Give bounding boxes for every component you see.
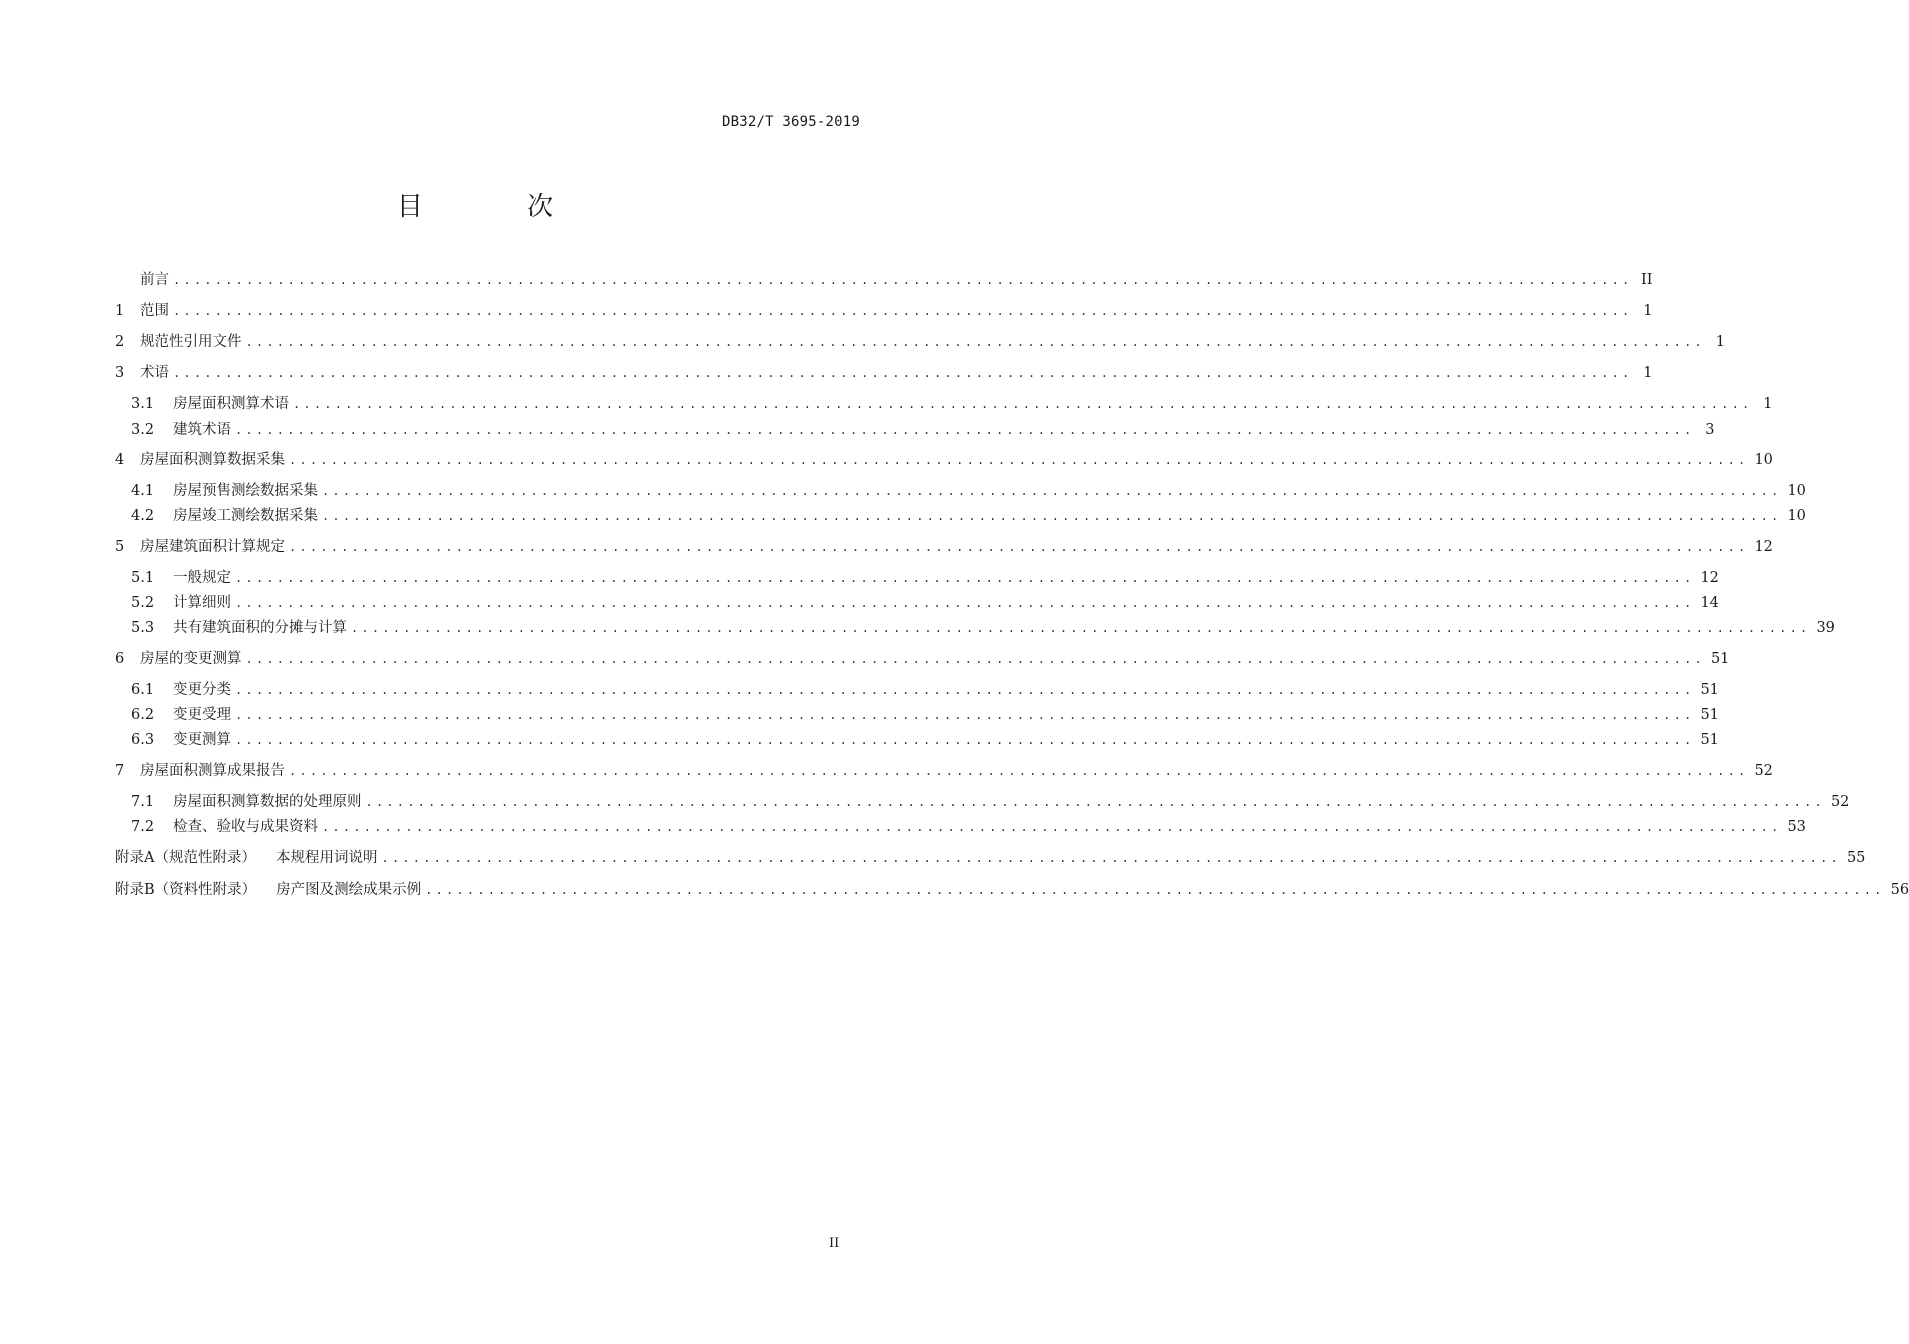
toc-entry-number: 4.1 <box>131 483 155 499</box>
toc-entry-page: 1 <box>1763 396 1773 412</box>
toc-entry-page: 12 <box>1700 570 1719 586</box>
toc-dot-leader: ............................................................................................................................................ <box>245 335 1705 349</box>
toc-dot-leader: ............................................................................................................................................ <box>235 733 1695 747</box>
toc-entry[interactable] <box>115 648 1730 670</box>
toc-entry-number: 附录A（规范性附录） <box>115 850 256 866</box>
toc-dot-leader: ............................................................................................................................................ <box>351 621 1811 635</box>
toc-entry[interactable] <box>115 760 1773 782</box>
toc-entry-page: 56 <box>1890 882 1909 898</box>
toc-entry-label: 规范性引用文件 <box>140 334 242 350</box>
toc-dot-leader: ............................................................................................................................................ <box>173 304 1633 318</box>
toc-entry[interactable] <box>131 393 1773 415</box>
toc-entry-label: 房屋预售测绘数据采集 <box>173 483 318 499</box>
toc-entry-page: 51 <box>1700 707 1719 723</box>
toc-entry[interactable] <box>115 449 1773 471</box>
toc-entry[interactable] <box>115 536 1773 558</box>
toc-entry-number: 5.2 <box>131 595 155 611</box>
toc-entry-page: 51 <box>1700 682 1719 698</box>
toc-entry-label: 变更测算 <box>173 732 231 748</box>
toc-entry-page: 53 <box>1787 819 1806 835</box>
toc-dot-leader: ............................................................................................................................................ <box>293 397 1753 411</box>
toc-dot-leader: ............................................................................................................................................ <box>289 764 1749 778</box>
toc-entry[interactable] <box>131 617 1835 639</box>
toc-dot-leader: ............................................................................................................................................ <box>235 571 1695 585</box>
toc-entry-page: 1 <box>1643 365 1653 381</box>
toc-entry-page: 55 <box>1846 850 1866 866</box>
toc-dot-leader: ............................................................................................................................................ <box>235 683 1695 697</box>
toc-entry[interactable] <box>131 480 1806 502</box>
toc-entry-label: 房屋竣工测绘数据采集 <box>173 508 318 524</box>
toc-entry-label: 本规程用词说明 <box>275 850 378 866</box>
toc-entry-page: 39 <box>1816 620 1835 636</box>
toc-entry-page: 1 <box>1643 303 1653 319</box>
toc-entry-number: 5.3 <box>131 620 155 636</box>
page-number: II <box>829 1236 840 1251</box>
toc-entry-page: II <box>1640 272 1653 288</box>
toc-entry-page: 10 <box>1787 483 1806 499</box>
toc-entry-page: 51 <box>1700 732 1719 748</box>
toc-entry-number: 6.3 <box>131 732 155 748</box>
toc-entry-page: 12 <box>1754 539 1773 555</box>
toc-entry-number: 6.1 <box>131 682 155 698</box>
toc-entry-label: 房屋面积测算数据采集 <box>140 452 285 468</box>
toc-entry-label: 一般规定 <box>173 570 231 586</box>
toc-entry-page: 51 <box>1710 651 1730 667</box>
toc-entry[interactable] <box>131 679 1719 701</box>
toc-dot-leader: ............................................................................................................................................ <box>322 509 1782 523</box>
toc-entry-label: 房产图及测绘成果示例 <box>276 882 422 898</box>
toc-entry[interactable] <box>131 729 1719 751</box>
toc-entry-label: 前言 <box>140 272 169 288</box>
toc-entry-page: 1 <box>1715 334 1725 350</box>
page-title: 目 次 <box>396 192 602 222</box>
document-code: DB32/T 3695-2019 <box>721 114 860 130</box>
toc-entry[interactable] <box>131 704 1719 726</box>
toc-entry-label: 房屋面积测算术语 <box>173 396 289 412</box>
toc-entry[interactable] <box>115 879 1909 901</box>
toc-dot-leader: ............................................................................................................................................ <box>425 883 1885 897</box>
toc-entry-number: 4.2 <box>131 508 155 524</box>
toc-entry-label: 房屋面积测算成果报告 <box>140 763 285 779</box>
toc-entry-number: 7 <box>115 763 125 779</box>
toc-entry-page: 52 <box>1754 763 1773 779</box>
toc-entry-number: 附录B（资料性附录） <box>115 882 257 898</box>
toc-entry-number: 6 <box>115 651 125 667</box>
toc-entry[interactable] <box>131 791 1850 813</box>
toc-dot-leader: ............................................................................................................................................ <box>245 652 1705 666</box>
toc-entry-label: 计算细则 <box>173 595 231 611</box>
toc-entry[interactable] <box>115 300 1653 322</box>
toc-dot-leader: ............................................................................................................................................ <box>322 820 1782 834</box>
toc-entry-page: 10 <box>1787 508 1806 524</box>
toc-entry-number: 1 <box>115 303 125 319</box>
toc-dot-leader: ............................................................................................................................................ <box>322 484 1782 498</box>
toc-entry-page: 10 <box>1754 452 1773 468</box>
toc-entry-label: 检查、验收与成果资料 <box>173 819 318 835</box>
toc-dot-leader: ............................................................................................................................................ <box>173 273 1633 287</box>
toc-entry[interactable] <box>115 331 1725 353</box>
toc-entry-label: 建筑术语 <box>173 422 231 438</box>
toc-entry-number: 2 <box>115 334 125 350</box>
toc-dot-leader: ............................................................................................................................................ <box>365 795 1825 809</box>
toc-entry[interactable] <box>115 362 1653 384</box>
toc-entry-page: 14 <box>1700 595 1719 611</box>
toc-entry-label: 变更分类 <box>173 682 231 698</box>
toc-entry-number: 6.2 <box>131 707 155 723</box>
toc-entry[interactable] <box>115 847 1866 869</box>
toc-entry[interactable] <box>131 816 1806 838</box>
toc-entry-number: 5.1 <box>131 570 155 586</box>
toc-entry-number: 7.1 <box>131 794 155 810</box>
toc-entry-number: 3.2 <box>131 422 155 438</box>
toc-entry-label: 术语 <box>140 365 169 381</box>
toc-entry-label: 变更受理 <box>173 707 231 723</box>
toc-dot-leader: ............................................................................................................................................ <box>173 366 1633 380</box>
toc-entry[interactable] <box>131 567 1719 589</box>
toc-entry-number: 3 <box>115 365 125 381</box>
toc-entry-number: 5 <box>115 539 125 555</box>
toc-entry-number: 4 <box>115 452 125 468</box>
toc-dot-leader: ............................................................................................................................................ <box>289 453 1749 467</box>
toc-dot-leader: ............................................................................................................................................ <box>289 540 1749 554</box>
toc-entry[interactable] <box>131 592 1719 614</box>
toc-dot-leader: ............................................................................................................................................ <box>381 851 1841 865</box>
toc-dot-leader: ............................................................................................................................................ <box>235 596 1695 610</box>
toc-entry-label: 房屋的变更测算 <box>140 651 242 667</box>
toc-entry[interactable] <box>115 269 1653 291</box>
toc-entry-label: 房屋面积测算数据的处理原则 <box>173 794 362 810</box>
toc-dot-leader: ............................................................................................................................................ <box>235 708 1695 722</box>
toc-entry-label: 共有建筑面积的分摊与计算 <box>173 620 347 636</box>
toc-entry-label: 范围 <box>140 303 169 319</box>
toc-entry-label: 房屋建筑面积计算规定 <box>140 539 285 555</box>
toc-entry-number: 3.1 <box>131 396 155 412</box>
toc-entry-number: 7.2 <box>131 819 155 835</box>
toc-entry-page: 3 <box>1705 422 1715 438</box>
toc-dot-leader: ............................................................................................................................................ <box>235 423 1695 437</box>
toc-entry[interactable] <box>131 505 1806 527</box>
toc-entry[interactable] <box>131 419 1715 441</box>
toc-entry-page: 52 <box>1830 794 1850 810</box>
